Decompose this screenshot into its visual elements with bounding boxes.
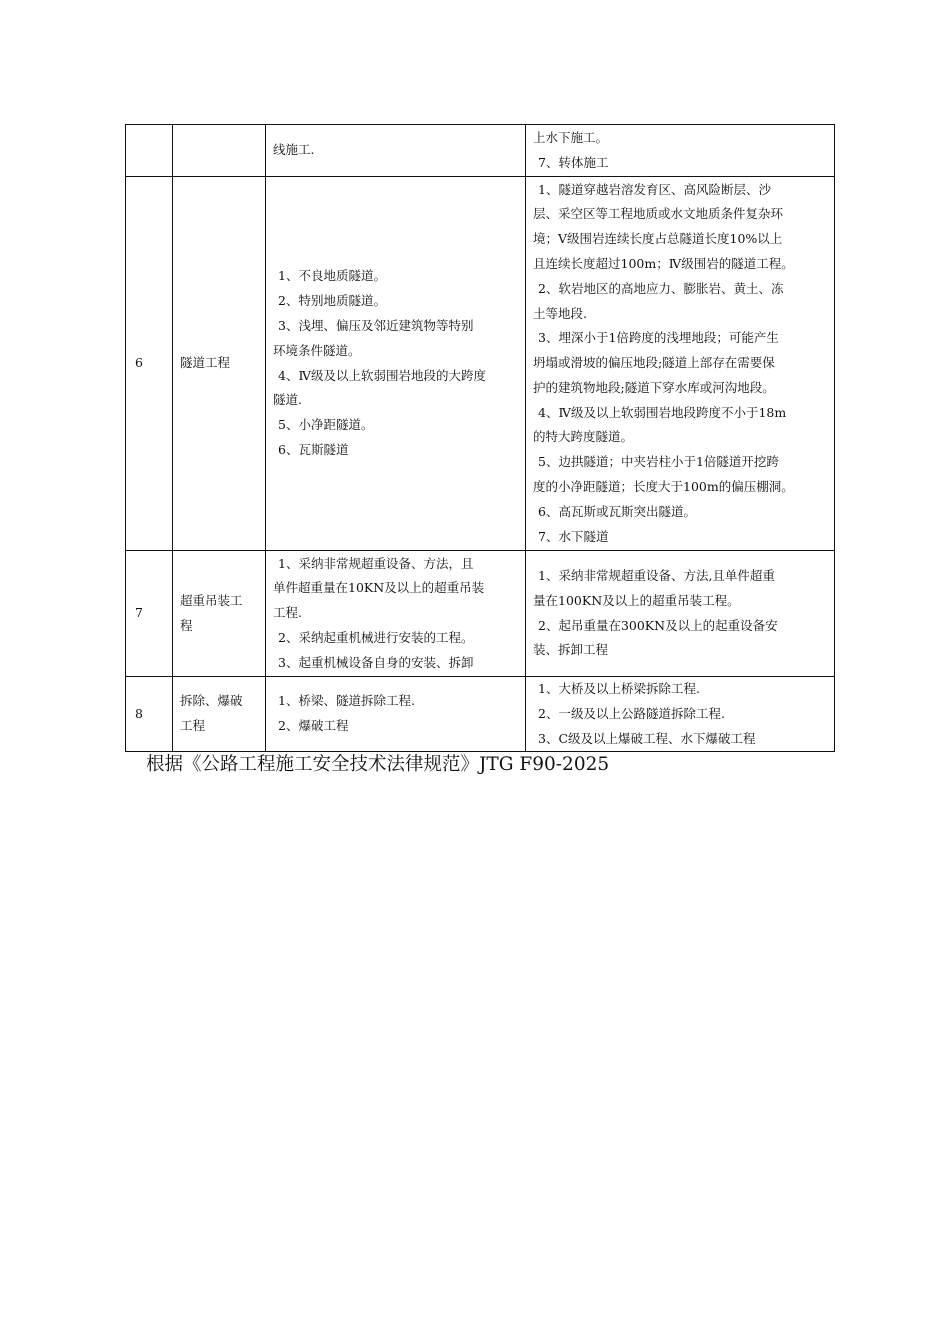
expert-review-line: 度的小净距隧道；长度大于100m的偏压棚洞。 (533, 479, 794, 495)
expert-review-line: 且连续长度超过100m；Ⅳ级围岩的隧道工程。 (533, 255, 794, 271)
expert-review-line: 上水下施工。 (533, 129, 609, 145)
expert-review-line: 土等地段. (533, 305, 587, 321)
regulation-table (125, 124, 835, 752)
expert-review-line: 3、埋深小于1倍跨度的浅埋地段；可能产生 (538, 330, 779, 346)
scope-line: 环境条件隧道。 (273, 342, 361, 358)
project-name-line: 工程 (180, 718, 206, 734)
row-number-cell (126, 551, 173, 677)
expert-review-cell (526, 177, 835, 551)
scope-line: 隧道. (273, 392, 302, 408)
scope-line: 4、Ⅳ级及以上软弱围岩地段的大跨度 (278, 367, 486, 383)
table-row (126, 125, 835, 177)
expert-review-line: 坍塌或滑坡的偏压地段;隧道上部存在需要保 (533, 355, 775, 371)
project-name-cell (173, 177, 266, 551)
scope-line: 工程. (273, 605, 302, 621)
expert-review-line: 1、采纳非常规超重设备、方法,且单件超重 (538, 567, 775, 583)
expert-review-line: 量在100KN及以上的超重吊装工程。 (533, 592, 740, 608)
table-row (126, 551, 835, 677)
scope-line: 3、浅埋、偏压及邻近建筑物等特别 (278, 317, 474, 333)
expert-review-line: 2、起吊重量在300KN及以上的起重设备安 (538, 617, 778, 633)
scope-cell (266, 551, 526, 677)
expert-review-line: 2、软岩地区的高地应力、膨胀岩、黄土、冻 (538, 280, 784, 296)
expert-review-line: 3、C级及以上爆破工程、水下爆破工程 (538, 730, 756, 746)
scope-cell (266, 177, 526, 551)
scope-line: 2、采纳起重机械进行安装的工程。 (278, 629, 474, 645)
scope-cell (266, 125, 526, 177)
table-row (126, 177, 835, 551)
scope-line: 1、不良地质隧道。 (278, 268, 386, 284)
expert-review-line: 2、一级及以上公路隧道拆除工程. (538, 705, 725, 721)
scope-line: 5、小净距隧道。 (278, 417, 374, 433)
expert-review-line: 7、水下隧道 (538, 528, 609, 544)
scope-line: 2、特别地质隧道。 (278, 293, 386, 309)
scope-cell (266, 677, 526, 752)
project-name-cell (173, 551, 266, 677)
scope-line: 3、起重机械设备自身的安装、拆卸 (278, 654, 474, 670)
row-number: 7 (135, 605, 143, 621)
expert-review-line: 4、Ⅳ级及以上软弱围岩地段跨度不小于18m (538, 404, 787, 420)
scope-line: 6、瓦斯隧道 (278, 441, 349, 457)
expert-review-line: 5、边拱隧道；中夹岩柱小于1倍隧道开挖跨 (538, 454, 779, 470)
expert-review-cell (526, 125, 835, 177)
expert-review-cell (526, 551, 835, 677)
row-number: 6 (135, 355, 143, 371)
expert-review-line: 7、转体施工 (538, 154, 609, 170)
expert-review-line: 6、高瓦斯或瓦斯突出隧道。 (538, 503, 696, 519)
expert-review-line: 的特大跨度隧道。 (533, 429, 634, 445)
scope-line: 2、爆破工程 (278, 718, 349, 734)
scope-line: 单件超重量在10KN及以上的超重吊装 (273, 580, 485, 596)
expert-review-line: 1、大桥及以上桥梁拆除工程. (538, 681, 700, 696)
expert-review-line: 1、隧道穿越岩溶发育区、高风险断层、沙 (538, 181, 771, 197)
project-name-line: 隧道工程 (180, 355, 231, 371)
row-number-cell (126, 177, 173, 551)
scope-line: 线施工. (273, 142, 315, 158)
expert-review-line: 装、拆卸工程 (533, 642, 609, 658)
row-number-cell (126, 125, 173, 177)
project-name-line: 程 (180, 617, 193, 633)
row-number-cell (126, 677, 173, 752)
expert-review-cell (526, 677, 835, 752)
project-name-cell (173, 125, 266, 177)
expert-review-line: 护的建筑物地段;隧道下穿水库或河沟地段。 (533, 379, 775, 395)
project-name-cell (173, 677, 266, 752)
project-name-line: 拆除、爆破 (180, 693, 243, 709)
project-name-line: 超重吊装工 (180, 592, 243, 608)
scope-line: 1、采纳非常规超重设备、方法，且 (278, 555, 474, 571)
expert-review-line: 层、采空区等工程地质或水文地质条件复杂环 (533, 206, 784, 222)
expert-review-line: 境；Ⅴ级围岩连续长度占总隧道长度10%以上 (533, 231, 783, 247)
row-number: 8 (135, 705, 143, 721)
source-footnote: 根据《公路工程施工安全技术法律规范》JTG F90-2025 (146, 754, 610, 775)
table-row (126, 677, 835, 752)
scope-line: 1、桥梁、隧道拆除工程. (278, 693, 415, 709)
